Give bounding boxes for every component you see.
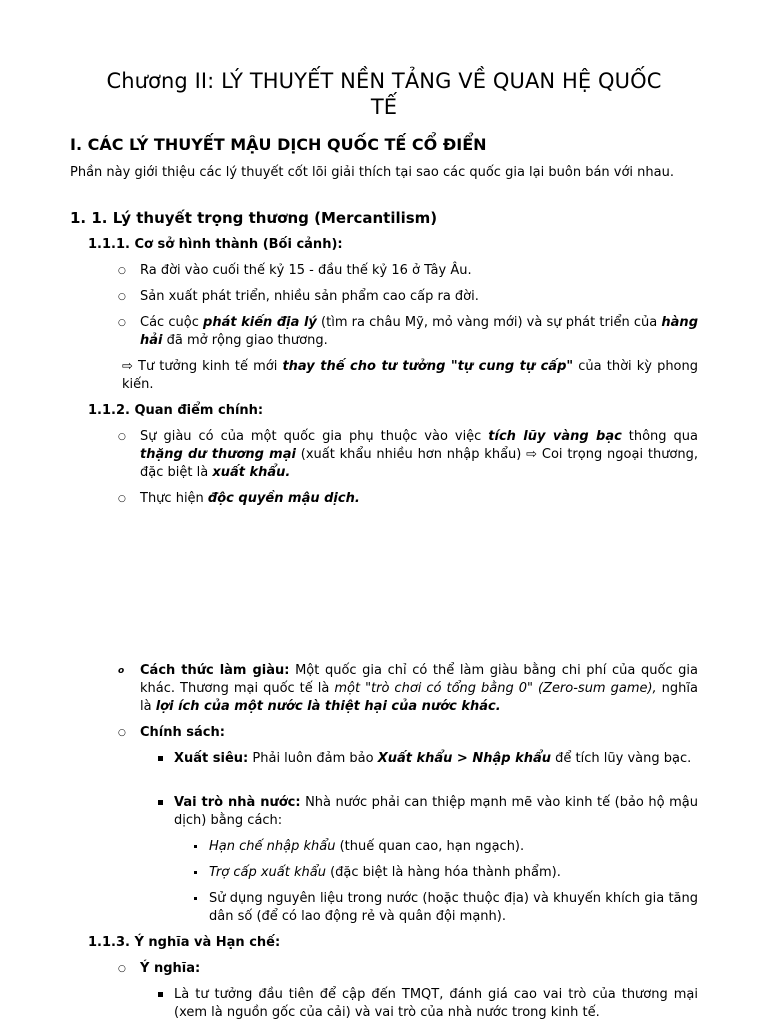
chapter-title-line2: TẾ — [370, 95, 398, 119]
text-run: thông qua — [621, 429, 698, 444]
sub-list-item — [174, 750, 698, 768]
chapter-title-line1: Chương II: LÝ THUYẾT NỀN TẢNG VỀ QUAN HỆ QUỐC — [106, 69, 662, 93]
text-run: (xuất khẩu nhiều hơn nhập khẩu) — [295, 447, 527, 462]
intro-paragraph: Phần này giới thiệu các lý thuyết cốt lõi giải thích tại sao các quốc gia lại buôn bán với nhau. — [70, 165, 674, 180]
bullet-small-square-icon — [194, 871, 197, 874]
label: Cách thức làm giàu: — [140, 663, 290, 678]
bullet-circle-icon: ○ — [118, 494, 126, 504]
emphasis: thặng dư thương mại — [140, 447, 296, 462]
emphasis: độc quyền mậu dịch. — [207, 491, 360, 506]
subsection-heading: 1. 1. Lý thuyết trọng thương (Mercantilism) — [70, 209, 438, 227]
bullet-circle-icon: o — [118, 666, 125, 676]
arrow-right-icon: ⇨ — [122, 359, 133, 374]
text-run: đã mở rộng giao thương. — [162, 333, 328, 348]
section-heading: I. CÁC LÝ THUYẾT MẬU DỊCH QUỐC TẾ CỔ ĐIỂN — [70, 135, 487, 154]
list-item — [140, 314, 698, 350]
sub-list-item: Là tư tưởng đầu tiên để cập đến TMQT, đánh giá cao vai trò của thương mại (xem là nguồn gốc của cải) và vai trò của nhà nước trong kinh tế. — [174, 987, 698, 1020]
list-item: Sản xuất phát triển, nhiều sản phẩm cao cấp ra đời. — [140, 289, 479, 304]
bullet-circle-icon: ○ — [118, 964, 126, 974]
list-item — [140, 490, 698, 508]
bullet-circle-icon: ○ — [118, 266, 126, 276]
emphasis: xuất khẩu. — [212, 465, 291, 480]
sub-sub-list-item — [209, 864, 698, 882]
text-run: Các cuộc — [140, 315, 204, 330]
list-item — [140, 662, 698, 716]
bullet-small-square-icon — [194, 845, 197, 848]
italic-text: một "trò chơi có tổng bằng 0" (Zero-sum game), — [334, 681, 657, 696]
sub-sub-list-item: Sử dụng nguyên liệu trong nước (hoặc thuộc địa) và khuyến khích gia tăng dân số (để có lao động rẻ và quân đội mạnh). — [209, 891, 698, 924]
label: Xuất siêu: — [174, 751, 249, 766]
text-run: để tích lũy vàng bạc. — [551, 751, 692, 766]
heading-1-1-2: 1.1.2. Quan điểm chính: — [88, 403, 264, 418]
emphasis: thay thế cho tư tưởng "tự cung tự cấp" — [282, 359, 574, 374]
text-run: Phải luôn đảm bảo — [248, 751, 378, 766]
sub-sub-list-item — [209, 838, 698, 856]
bullet-small-square-icon — [194, 897, 197, 900]
label: Ý nghĩa: — [140, 961, 201, 976]
sub-list-item — [174, 794, 698, 830]
text-run: Thực hiện — [140, 491, 208, 506]
text-run: Một quốc gia chỉ có thể làm giàu bằng chi phí của quốc gia khác. Thương mại quốc tế là — [140, 663, 699, 696]
text-run: Coi trọng ngoại thương, đặc biệt là — [140, 447, 699, 480]
heading-1-1-3: 1.1.3. Ý nghĩa và Hạn chế: — [88, 935, 281, 950]
emphasis: lợi ích của một nước là thiệt hại của nước khác. — [155, 699, 501, 714]
text-run: (tìm ra châu Mỹ, mỏ vàng mới) và sự phát triển của — [316, 315, 662, 330]
arrow-right-icon: ⇨ — [526, 447, 538, 462]
text-run: của thời kỳ phong kiến. — [122, 359, 699, 392]
bullet-square-icon — [158, 992, 163, 997]
italic-text: Hạn chế nhập khẩu — [209, 839, 336, 854]
label: Chính sách: — [140, 725, 225, 740]
text-run: Sự giàu có của một quốc gia phụ thuộc vào việc — [140, 429, 489, 444]
bullet-circle-icon: ○ — [118, 318, 126, 328]
list-item — [140, 724, 698, 742]
text-run: (thuế quan cao, hạn ngạch). — [335, 839, 525, 854]
bullet-circle-icon: ○ — [118, 432, 126, 442]
text-run: nghĩa là — [140, 681, 698, 714]
label: Vai trò nhà nước: — [174, 795, 301, 810]
emphasis: tích lũy vàng bạc — [488, 429, 622, 444]
emphasis: phát kiến địa lý — [203, 315, 317, 330]
heading-1-1-1: 1.1.1. Cơ sở hình thành (Bối cảnh): — [88, 237, 343, 252]
text-run: (đặc biệt là hàng hóa thành phẩm). — [325, 865, 561, 880]
emphasis: hàng hải — [140, 315, 698, 348]
list-item — [140, 428, 698, 482]
chapter-title — [70, 68, 698, 120]
list-item — [140, 960, 698, 978]
bullet-circle-icon: ○ — [118, 292, 126, 302]
emphasis: Xuất khẩu > Nhập khẩu — [377, 751, 552, 766]
bullet-square-icon — [158, 756, 163, 761]
conclusion-line — [122, 358, 698, 394]
bullet-square-icon — [158, 800, 163, 805]
bullet-circle-icon: ○ — [118, 728, 126, 738]
italic-text: Trợ cấp xuất khẩu — [209, 865, 326, 880]
text-run: Nhà nước phải can thiệp mạnh mẽ vào kinh tế (bảo hộ mậu dịch) bằng cách: — [174, 795, 698, 828]
text-run: Tư tưởng kinh tế mới — [132, 359, 283, 374]
list-item: Ra đời vào cuối thế kỷ 15 - đầu thế kỷ 16 ở Tây Âu. — [140, 263, 472, 278]
